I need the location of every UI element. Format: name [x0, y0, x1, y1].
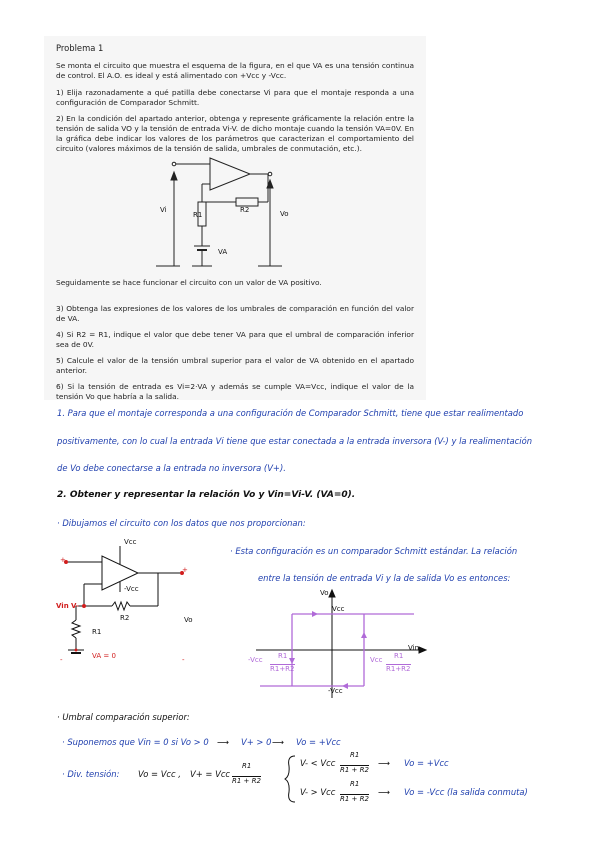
suppose-arrow-1: ⟶	[217, 737, 230, 747]
hand-minus-right: -	[182, 656, 185, 664]
graph-left-threshold-num: R1	[278, 652, 288, 660]
case-2-lhs: V- > Vcc	[300, 787, 336, 797]
answer-1-line-2: positivamente, con lo cual la entrada Vi tiene que estar conectada a la entrada inversora (V-) y la realimentación	[57, 436, 533, 446]
graph-bottom-label: -Vcc	[328, 687, 343, 695]
graph-right-threshold: Vcc	[370, 656, 383, 664]
printed-r1-label: R1	[193, 211, 203, 219]
problem-title: Problema 1	[56, 43, 104, 53]
answer-2-heading: 2. Obtener y representar la relación Vo y Vin=Vi-V. (VA=0).	[57, 490, 356, 500]
suppose-arrow-2: ⟶	[272, 737, 285, 747]
divider-eq-vplus: V+ = Vcc	[190, 769, 231, 779]
case-2-frac-num: R1	[350, 780, 360, 788]
case-brace	[283, 754, 297, 804]
hand-minus-left: -	[60, 656, 63, 664]
graph-left-threshold-den: R1+R2	[270, 665, 295, 673]
answer-1-line-3: de Vo debe conectarse a la entrada no inversora (V+).	[57, 463, 286, 473]
suppose-result-1: V+ > 0	[241, 737, 272, 747]
case-1-frac-num: R1	[350, 751, 360, 759]
graph-left-threshold: -Vcc	[248, 656, 263, 664]
question-6: 6) Si la tensión de entrada es Vi=2·VA y además se cumple VA=Vcc, indique el valor de la tensión Vo que habría a la salida.	[56, 382, 414, 401]
question-4: 4) Si R2 = R1, indique el valor que debe tener VA para que el umbral de comparación inferior sea de 0V.	[56, 330, 414, 349]
hand-vcc-positive: Vcc	[124, 538, 137, 546]
hand-vcc-negative: -Vcc	[124, 585, 139, 593]
hand-vminus-label: V-	[71, 602, 79, 610]
problem-intro: Se monta el circuito que muestra el esquema de la figura, en el que VA es una tensión continua de control. El A.O. es ideal y está alimentado con +Vcc y -Vcc.	[56, 61, 414, 80]
after-figure-text: Seguidamente se hace funcionar el circuito con un valor de VA positivo.	[56, 278, 322, 287]
divider-eq-vo: Vo = Vcc ,	[138, 769, 181, 779]
case-1-frac-den: R1 + R2	[340, 766, 369, 774]
hand-r2-label: R2	[120, 614, 130, 622]
case-1-result: Vo = +Vcc	[404, 758, 449, 768]
hand-circuit-diagram	[54, 532, 210, 666]
hand-vo-label: Vo	[184, 616, 193, 624]
upper-threshold-heading: · Umbral comparación superior:	[57, 712, 190, 722]
suppose-result-2: Vo = +Vcc	[296, 737, 341, 747]
question-3: 3) Obtenga las expresiones de los valores de los umbrales de comparación en función del valor de VA.	[56, 304, 414, 323]
graph-right-threshold-num: R1	[394, 652, 404, 660]
case-2-frac-den: R1 + R2	[340, 795, 369, 803]
printed-vo-label: Vo	[280, 210, 289, 218]
draw-circuit-note: · Dibujamos el circuito con los datos que nos proporcionan:	[57, 518, 306, 528]
printed-va-label: VA	[218, 248, 228, 256]
case-1-arrow: ⟶	[378, 758, 391, 768]
case-2-result: Vo = -Vcc (la salida conmuta)	[404, 787, 528, 797]
divider-label: · Div. tensión:	[62, 769, 120, 779]
graph-y-label: Vo	[320, 589, 329, 597]
graph-top-label: Vcc	[332, 605, 345, 613]
case-1-lhs: V- < Vcc	[300, 758, 336, 768]
question-2: 2) En la condición del apartado anterior, obtenga y represente gráficamente la relación entre la tensión de salida VO y la tensión de entrada Vi-V. de dicho montaje cuando la tensión VA=0V. En la gráfica debe indicar los valores de los parámetros que caracterizan el comportamiento del circuito (valores máximos de la tensión de salida, umbrales de conmutación, etc.).	[56, 114, 414, 153]
config-note-line-1: · Esta configuración es un comparador Schmitt estándar. La relación	[230, 546, 518, 556]
suppose-text: · Suponemos que Vin = 0 si Vo > 0	[62, 737, 209, 747]
question-5: 5) Calcule el valor de la tensión umbral superior para el valor de VA obtenido en el apartado anterior.	[56, 356, 414, 375]
hand-plus-right: +	[182, 566, 188, 574]
printed-r2-label: R2	[240, 206, 250, 214]
question-1: 1) Elija razonadamente a qué patilla debe conectarse Vi para que el montaje responda a una configuración de Comparador Schmitt.	[56, 88, 414, 107]
divider-frac-den: R1 + R2	[232, 777, 261, 785]
answer-1-line-1: 1. Para que el montaje corresponda a una configuración de Comparador Schmitt, tiene que estar realimentado	[57, 408, 524, 418]
divider-frac-num: R1	[242, 762, 252, 770]
graph-right-threshold-den: R1+R2	[386, 665, 411, 673]
printed-vi-label: Vi	[160, 206, 167, 214]
hand-va-label: VA = 0	[92, 652, 116, 660]
hand-plus-left: +	[60, 556, 66, 564]
hand-vin-label: Vin	[56, 602, 69, 610]
config-note-line-2: entre la tensión de entrada Vi y la de salida Vo es entonces:	[258, 573, 511, 583]
case-2-arrow: ⟶	[378, 787, 391, 797]
hand-r1-label: R1	[92, 628, 102, 636]
graph-x-label: Vin	[408, 644, 420, 652]
